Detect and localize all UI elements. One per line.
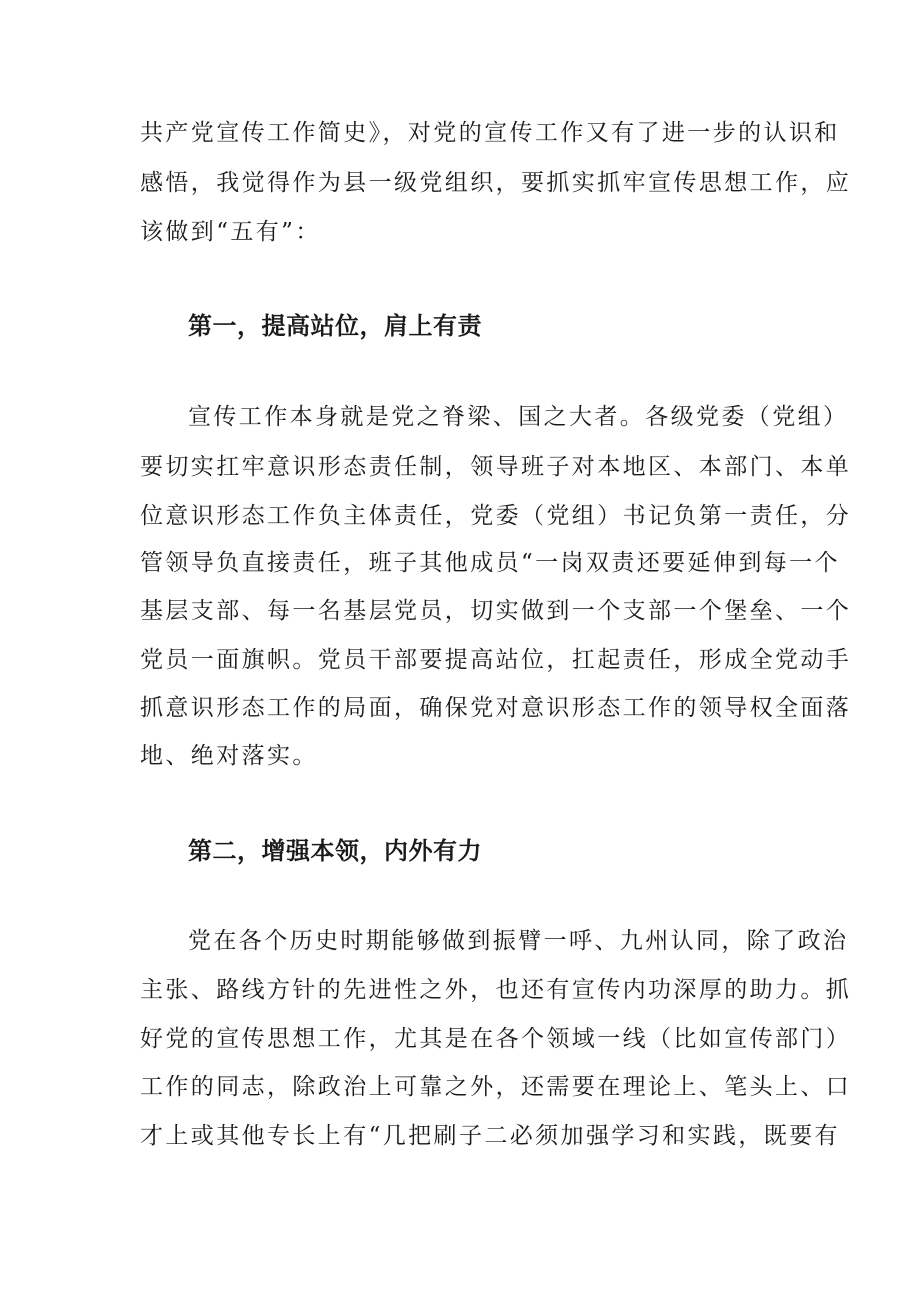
section-2-line-3: 好党的宣传思想工作，尤其是在各个领域一线（比如宣传部门）: [140, 1026, 852, 1052]
intro-line-3: 该做到“五有”：: [140, 219, 321, 245]
section-2-heading: 第二，增强本领，内外有力: [188, 837, 482, 865]
section-1-line-7: 抓意识形态工作的局面，确保党对意识形态工作的领导权全面落: [140, 695, 852, 721]
section-2-line-2: 主张、路线方针的先进性之外，也还有宣传内功深厚的助力。抓: [140, 977, 852, 1003]
section-1-line-2: 要切实扛牢意识形态责任制，领导班子对本地区、本部门、本单: [140, 454, 852, 480]
section-2-line-1: 党在各个历史时期能够做到振臂一呼、九州认同，除了政治: [188, 928, 849, 954]
intro-line-1: 共产党宣传工作简史》，对党的宣传工作又有了进一步的认识和: [140, 120, 840, 146]
section-1-line-5: 基层支部、每一名基层党员，切实做到一个支部一个堡垒、一个: [140, 598, 852, 624]
section-2-line-4: 工作的同志，除政治上可靠之外，还需要在理论上、笔头上、口: [140, 1074, 852, 1100]
section-1-heading: 第一，提高站位，肩上有责: [188, 312, 482, 340]
section-1-line-6: 党员一面旗帜。党员干部要提高站位，扛起责任，形成全党动手: [140, 647, 852, 673]
section-1-line-8: 地、绝对落实。: [140, 743, 318, 769]
section-1-line-4: 管领导负直接责任，班子其他成员“一岗双责还要延伸到每一个: [140, 550, 840, 576]
intro-line-2: 感悟，我觉得作为县一级党组织，要抓实抓牢宣传思想工作，应: [140, 170, 852, 196]
section-1-line-3: 位意识形态工作负主体责任，党委（党组）书记负第一责任，分: [140, 503, 852, 529]
section-2-line-5: 才上或其他专长上有“几把刷子二必须加强学习和实践，既要有: [140, 1123, 840, 1149]
section-1-line-1: 宣传工作本身就是党之脊梁、国之大者。各级党委（党组）: [188, 404, 849, 430]
